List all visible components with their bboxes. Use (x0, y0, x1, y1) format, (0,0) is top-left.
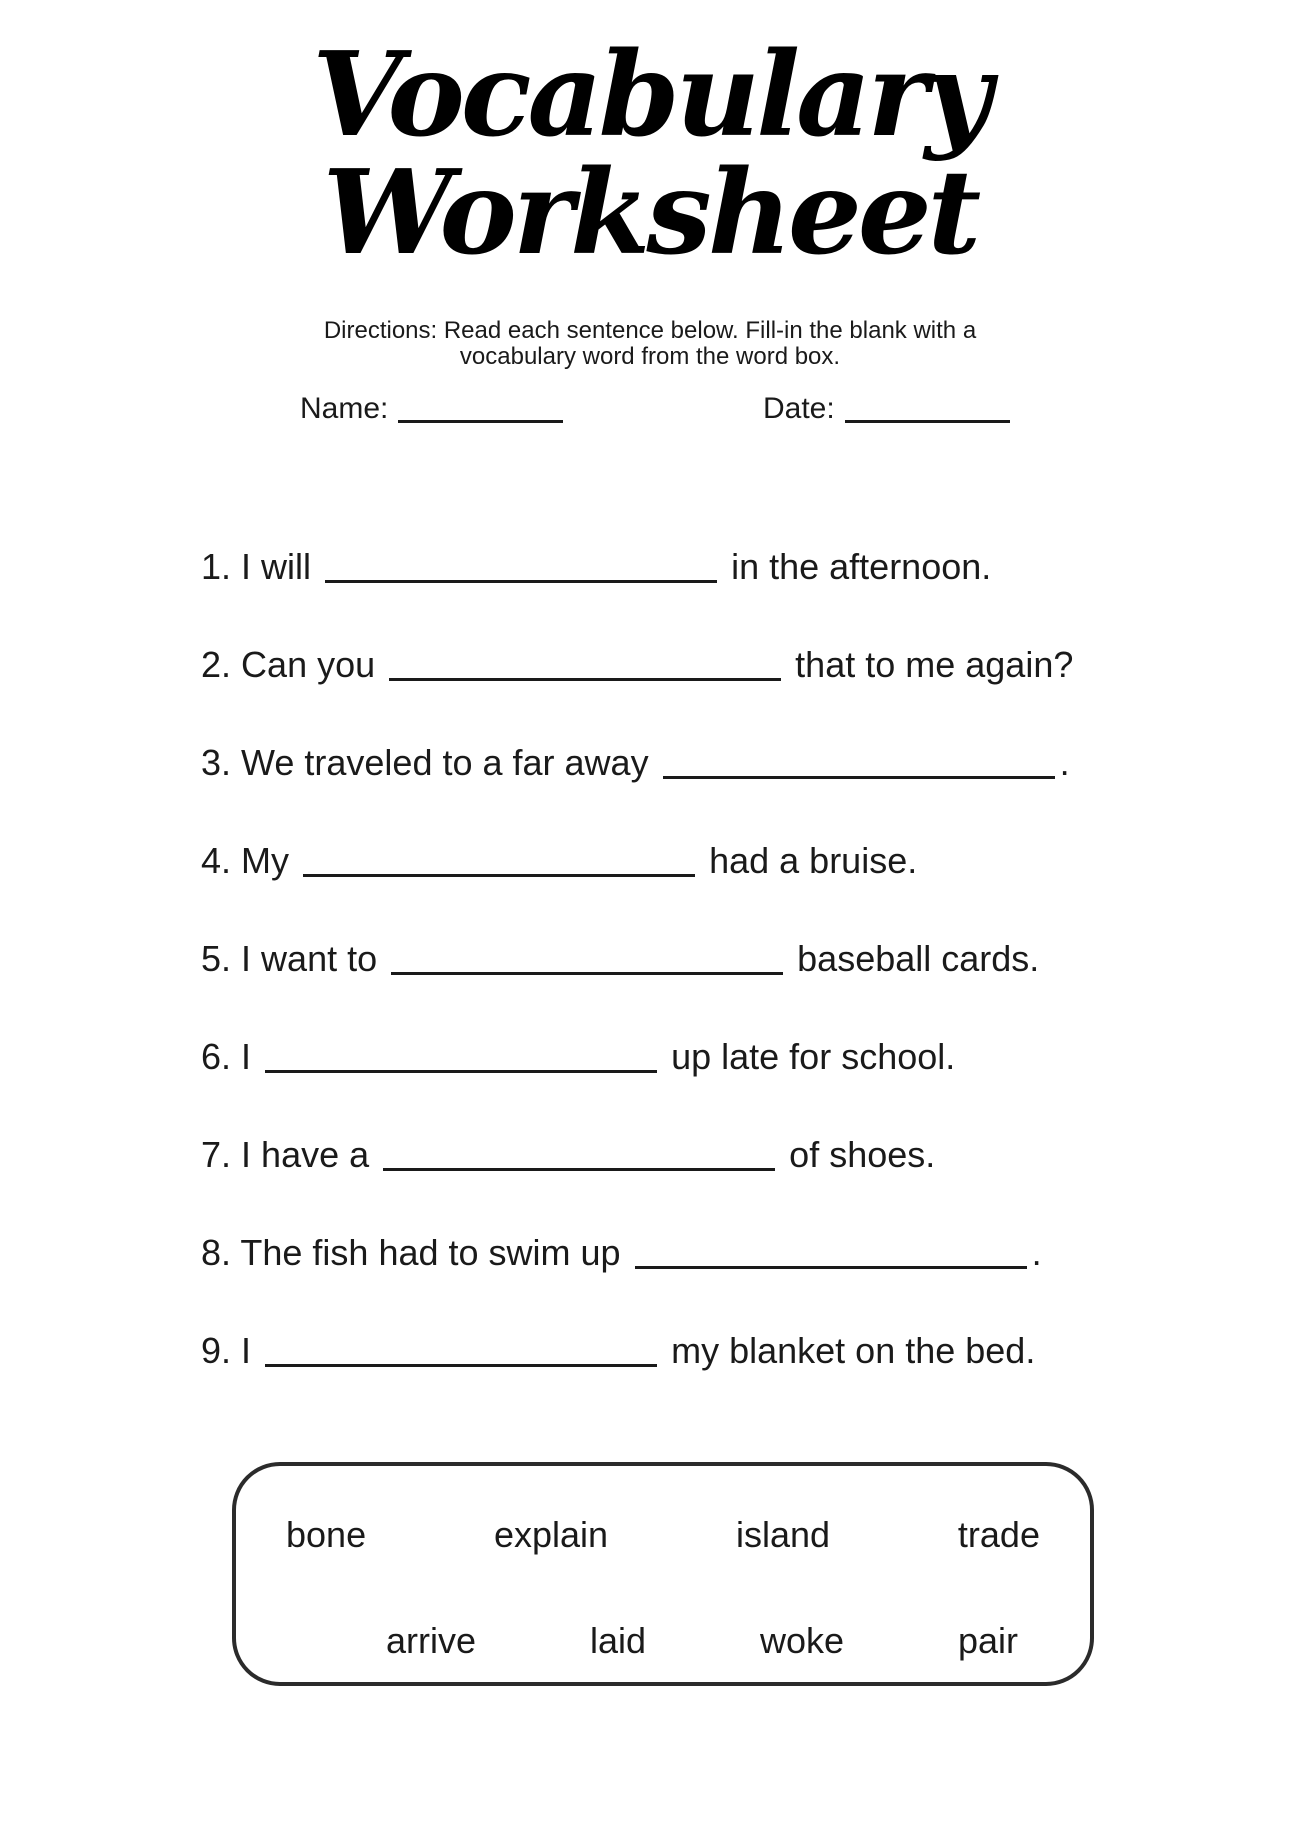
sentence-number: 5. (201, 938, 232, 979)
sentence-number: 9. (201, 1330, 232, 1371)
name-field (300, 392, 563, 426)
directions-line1: Directions: Read each sentence below. Fill-in the blank with a (323, 317, 977, 344)
sentence-4 (201, 812, 1221, 910)
word-laid: laid (589, 1620, 647, 1661)
fill-in-blank-6[interactable] (265, 1070, 657, 1073)
sentence-number: 6. (201, 1036, 232, 1077)
sentence-text-before: I have a (241, 1134, 370, 1175)
sentence-7 (201, 1106, 1221, 1204)
sentence-number: 1. (201, 546, 232, 587)
fill-in-blank-7[interactable] (383, 1168, 775, 1171)
sentence-text-before: I want to (241, 938, 378, 979)
sentence-text-before: The fish had to swim up (240, 1232, 621, 1273)
word-woke: woke (759, 1620, 844, 1661)
sentence-number: 8. (201, 1232, 232, 1273)
sentence-3 (201, 714, 1221, 812)
word-box (232, 1462, 1094, 1686)
word-arrive: arrive (386, 1620, 477, 1661)
sentence-text-after: had a bruise. (709, 840, 918, 881)
directions-line2: vocabulary word from the word box. (459, 343, 841, 371)
date-blank-line[interactable] (845, 420, 1010, 423)
sentence-8 (201, 1204, 1221, 1302)
fill-in-blank-9[interactable] (265, 1364, 657, 1367)
word-island: island (735, 1514, 831, 1555)
sentence-number: 2. (201, 644, 232, 685)
sentence-text-before: I (241, 1036, 252, 1077)
sentence-text-before: I will (241, 546, 312, 587)
fill-in-blank-4[interactable] (303, 874, 695, 877)
sentence-text-after: baseball cards. (797, 938, 1040, 979)
word-explain: explain (493, 1514, 609, 1555)
sentence-text-after: that to me again? (795, 644, 1074, 685)
word-pair: pair (957, 1620, 1018, 1661)
fill-in-blank-3[interactable] (663, 776, 1055, 779)
directions-text (260, 318, 1040, 371)
sentence-2 (201, 616, 1221, 714)
sentence-1 (201, 518, 1221, 616)
sentence-text-before: My (241, 840, 290, 881)
sentence-text-after: of shoes. (789, 1134, 936, 1175)
name-label: Name: (300, 392, 389, 425)
fill-in-blank-1[interactable] (325, 580, 717, 583)
sentence-text-after: up late for school. (671, 1036, 956, 1077)
sentence-text-after: my blanket on the bed. (671, 1330, 1036, 1371)
word-trade: trade (957, 1514, 1040, 1555)
sentence-5 (201, 910, 1221, 1008)
word-box-row-1 (286, 1514, 1040, 1556)
sentence-text-after: . (1031, 1232, 1042, 1273)
page-title-line2: Worksheet (322, 145, 978, 282)
word-bone: bone (286, 1514, 367, 1555)
word-box-row-2 (386, 1620, 1018, 1662)
sentence-9 (201, 1302, 1221, 1400)
sentence-text-before: We traveled to a far away (241, 742, 649, 783)
sentence-number: 4. (201, 840, 232, 881)
sentence-text-before: Can you (241, 644, 376, 685)
fill-in-blank-5[interactable] (391, 972, 783, 975)
sentence-text-after: in the afternoon. (731, 546, 992, 587)
sentence-6 (201, 1008, 1221, 1106)
date-field (763, 392, 1010, 426)
fill-in-blank-2[interactable] (389, 678, 781, 681)
sentence-number: 7. (201, 1134, 232, 1175)
sentence-text-after: . (1059, 742, 1070, 783)
page-title-line1: Vocabulary (312, 27, 988, 163)
fill-in-blank-8[interactable] (635, 1266, 1027, 1269)
date-label: Date: (763, 392, 835, 425)
sentence-text-before: I (241, 1330, 252, 1371)
sentence-list (201, 518, 1221, 1400)
sentence-number: 3. (201, 742, 232, 783)
name-blank-line[interactable] (398, 420, 563, 423)
page-title (0, 27, 1300, 282)
